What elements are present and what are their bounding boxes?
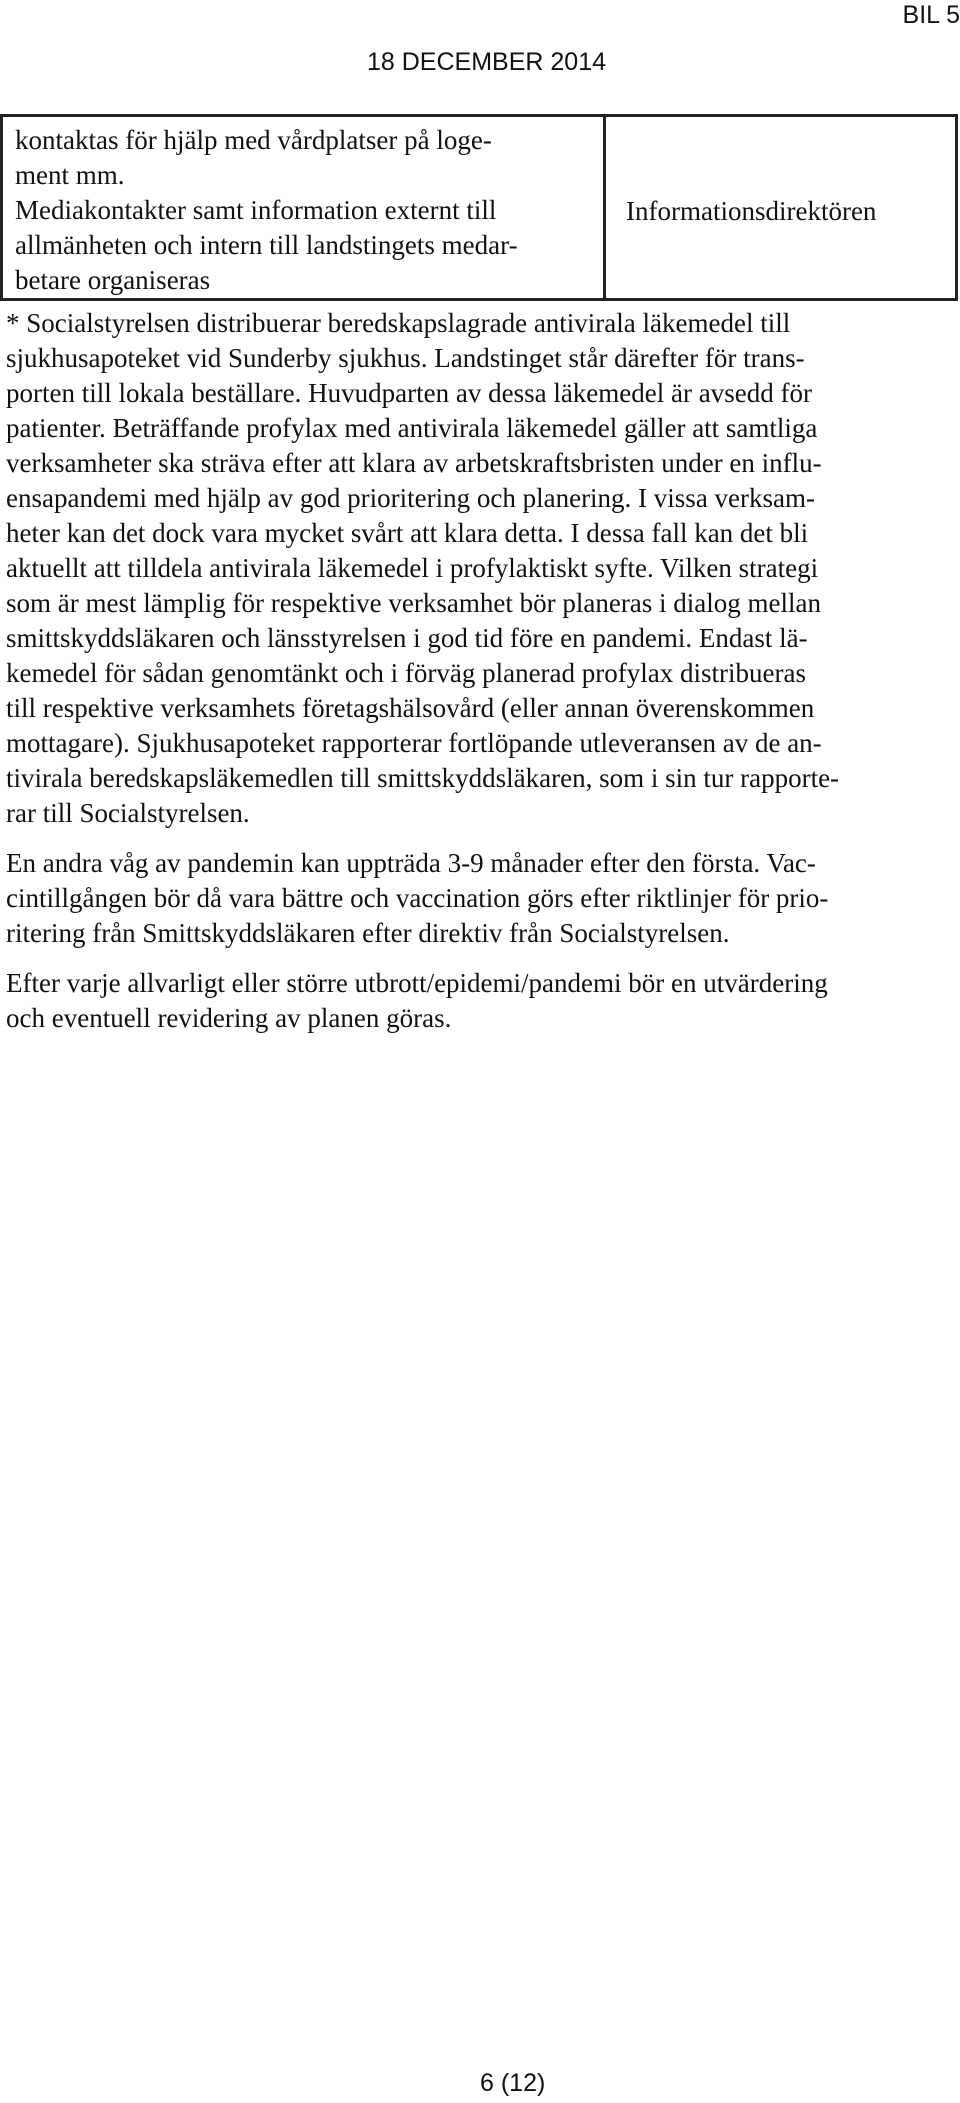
task-line: kontaktas för hjälp med vårdplatser på loge- xyxy=(15,125,492,155)
task-line: Mediakontakter samt information externt till xyxy=(15,195,497,225)
task-line: allmänheten och intern till landstingets medar- xyxy=(15,230,518,260)
task-line: betare organiseras xyxy=(15,265,211,295)
body-text xyxy=(6,306,956,1036)
text-line: aktuellt att tilldela antivirala läkemedel i profylaktiskt syfte. Vilken strategi xyxy=(6,553,819,583)
paragraph-second-wave xyxy=(6,846,956,951)
text-line: ensapandemi med hjälp av god prioritering och planering. I vissa verksam- xyxy=(6,483,816,513)
text-line: smittskyddsläkaren och länsstyrelsen i god tid före en pandemi. Endast lä- xyxy=(6,623,808,653)
text-line: mottagare). Sjukhusapoteket rapporterar fortlöpande utleveransen av de an- xyxy=(6,728,822,758)
paragraph-antivirals xyxy=(6,306,956,831)
text-line: heter kan det dock vara mycket svårt att klara detta. I dessa fall kan det bli xyxy=(6,518,809,548)
text-line: till respektive verksamhets företagshälsovård (eller annan överenskommen xyxy=(6,693,815,723)
text-line: * Socialstyrelsen distribuerar beredskapslagrade antivirala läkemedel till xyxy=(6,308,791,338)
attachment-label: BIL 5 xyxy=(902,1,960,29)
text-line: patienter. Beträffande profylax med antivirala läkemedel gäller att samtliga xyxy=(6,413,818,443)
task-cell xyxy=(2,116,605,300)
text-line: kemedel för sådan genomtänkt och i förväg planerad profylax distribueras xyxy=(6,658,806,688)
text-line: rar till Socialstyrelsen. xyxy=(6,798,250,828)
task-line: ment mm. xyxy=(15,160,125,190)
text-line: tivirala beredskapsläkemedlen till smittskyddsläkaren, som i sin tur rapporte- xyxy=(6,763,840,793)
text-line: En andra våg av pandemin kan uppträda 3-9 månader efter den första. Vac- xyxy=(6,848,816,878)
text-line: sjukhusapoteket vid Sunderby sjukhus. Landstinget står därefter för trans- xyxy=(6,343,805,373)
responsibility-table xyxy=(0,114,958,301)
table-row xyxy=(2,116,957,300)
responsible-role: Informationsdirektören xyxy=(626,196,877,226)
text-line: och eventuell revidering av planen göras. xyxy=(6,1003,452,1033)
text-line: ritering från Smittskyddsläkaren efter direktiv från Socialstyrelsen. xyxy=(6,918,730,948)
text-line: Efter varje allvarligt eller större utbrott/epidemi/pandemi bör en utvärdering xyxy=(6,968,828,998)
text-line: verksamheter ska sträva efter att klara av arbetskraftsbristen under en influ- xyxy=(6,448,822,478)
document-date: 18 DECEMBER 2014 xyxy=(367,48,607,76)
page-number: 6 (12) xyxy=(480,2069,546,2097)
text-line: cintillgången bör då vara bättre och vaccination görs efter riktlinjer för prio- xyxy=(6,883,829,913)
text-line: som är mest lämplig för respektive verksamhet bör planeras i dialog mellan xyxy=(6,588,822,618)
responsible-cell xyxy=(605,116,957,300)
text-line: porten till lokala beställare. Huvudparten av dessa läkemedel är avsedd för xyxy=(6,378,812,408)
paragraph-evaluation xyxy=(6,966,956,1036)
